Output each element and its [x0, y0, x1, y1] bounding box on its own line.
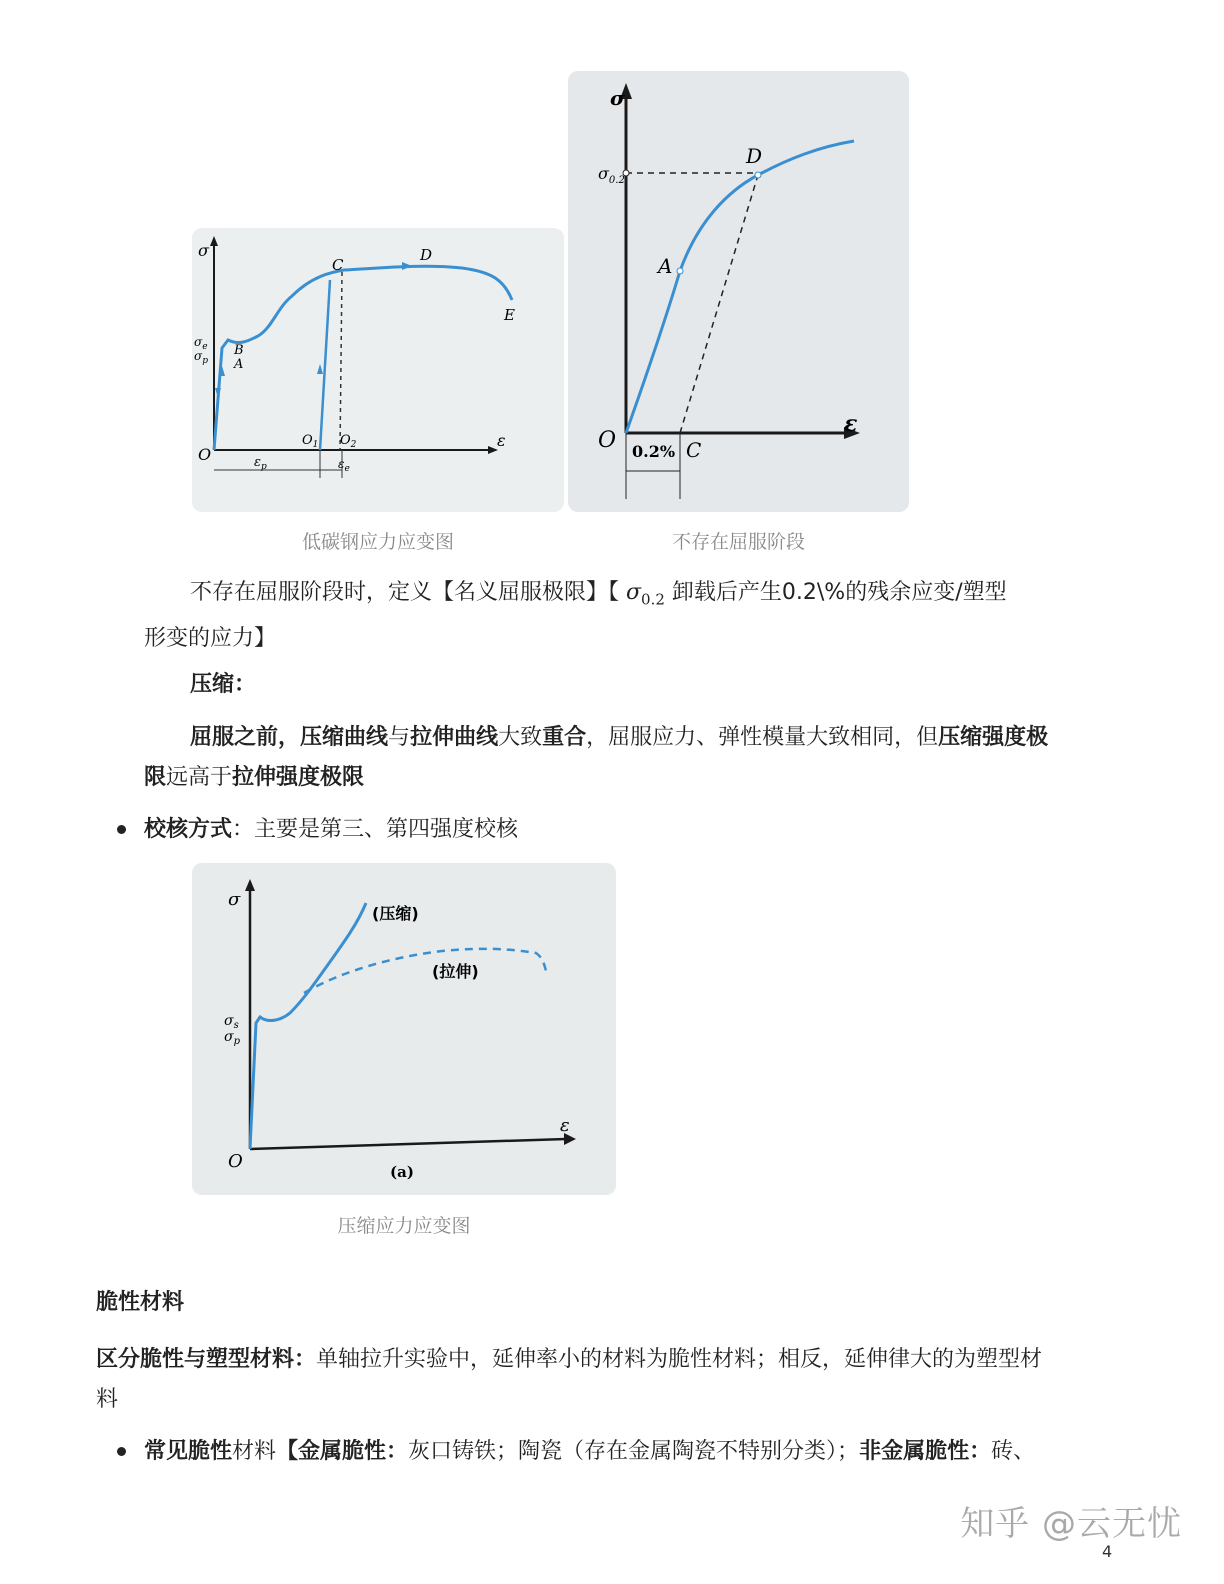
- no-yield-diagram: [568, 71, 909, 512]
- figure-compression: [192, 863, 616, 1195]
- point-d-label: D: [420, 246, 433, 264]
- bullet-dot: [117, 1447, 126, 1456]
- compress-label: (压缩): [372, 904, 419, 923]
- origin-label: O: [228, 1151, 243, 1172]
- figure-caption-no-yield: 不存在屈服阶段: [671, 531, 805, 553]
- tension-label: (拉伸): [432, 962, 479, 981]
- check-method-bullet: 校核方式：主要是第三、第四强度校核: [144, 817, 519, 842]
- sigma-p-label: $\sigma_p$: [224, 1029, 240, 1047]
- epsilon-label: ε: [560, 1115, 570, 1136]
- figure-no-yield-stage: [568, 71, 909, 512]
- compress-heading: 压缩：: [190, 672, 257, 697]
- sigma02-label: $\sigma_{0.2}$: [598, 164, 625, 186]
- point-c-label: C: [686, 438, 702, 462]
- o1-label: $O_1$: [302, 433, 319, 450]
- bullet-dot: [117, 825, 126, 834]
- point-d-label: D: [746, 144, 763, 168]
- sigma-label: σ: [610, 86, 625, 110]
- figure-low-carbon-steel: [192, 228, 564, 512]
- figure-caption-low-carbon: 低碳钢应力应变图: [301, 531, 454, 553]
- zhihu-watermark: 知乎 @云无忧: [960, 1504, 1182, 1544]
- origin-label: O: [598, 428, 617, 453]
- sigma-p-label: $\sigma_p$: [194, 349, 208, 366]
- origin-label: O: [198, 445, 212, 464]
- point-a: [677, 268, 683, 274]
- compression-diagram: [192, 863, 616, 1195]
- common-brittle-bullet: 常见脆性材料【金属脆性：灰口铸铁；陶瓷（存在金属陶瓷不特别分类）；非金属脆性：砖、: [144, 1439, 1036, 1464]
- o2-label: $O_2$: [340, 433, 357, 450]
- brittle-vs-ductile-paragraph: 区分脆性与塑型材料：单轴拉升实验中，延伸率小的材料为脆性材料；相反，延伸律大的为塑型材 料: [96, 1347, 1043, 1412]
- eps-e-label: $\varepsilon_e$: [338, 457, 350, 474]
- sigma-s-label: $\sigma_s$: [224, 1013, 239, 1031]
- point-b-label: B: [234, 343, 244, 358]
- page-number: 4: [1102, 1542, 1113, 1561]
- point-d: [755, 172, 761, 178]
- compression-paragraph: 屈服之前，压缩曲线与拉伸曲线大致重合，屈服应力、弹性模量大致相同，但压缩强度极 限远高于拉伸强度极限: [144, 725, 1049, 790]
- eps-p-label: $\varepsilon_p$: [254, 455, 267, 472]
- offset-percent-label: 0.2%: [632, 442, 676, 461]
- low-carbon-steel-diagram: [192, 228, 564, 512]
- sigma-02-symbol: $\sigma_{0.2}$: [626, 580, 665, 609]
- point-e-label: E: [504, 306, 515, 324]
- sigma-label: σ: [228, 889, 241, 910]
- point-a-label: A: [234, 357, 244, 372]
- point-c-label: C: [332, 256, 344, 274]
- epsilon-label: ε: [497, 431, 506, 450]
- epsilon-label: ε: [844, 411, 858, 437]
- nominal-yield-paragraph: 不存在屈服阶段时，定义【名义屈服极限】【 $\sigma_{0.2}$ 卸载后产生0.2\%的残余应变/塑型 形变的应力】: [144, 580, 1007, 652]
- point-a-label: A: [658, 254, 673, 278]
- subfigure-label: (a): [390, 1163, 414, 1181]
- sigma-label: σ: [198, 241, 209, 260]
- figure-caption-compression: 压缩应力应变图: [337, 1215, 471, 1237]
- brittle-heading: 脆性材料: [96, 1290, 185, 1315]
- sigma-e-label: $\sigma_e$: [194, 335, 208, 352]
